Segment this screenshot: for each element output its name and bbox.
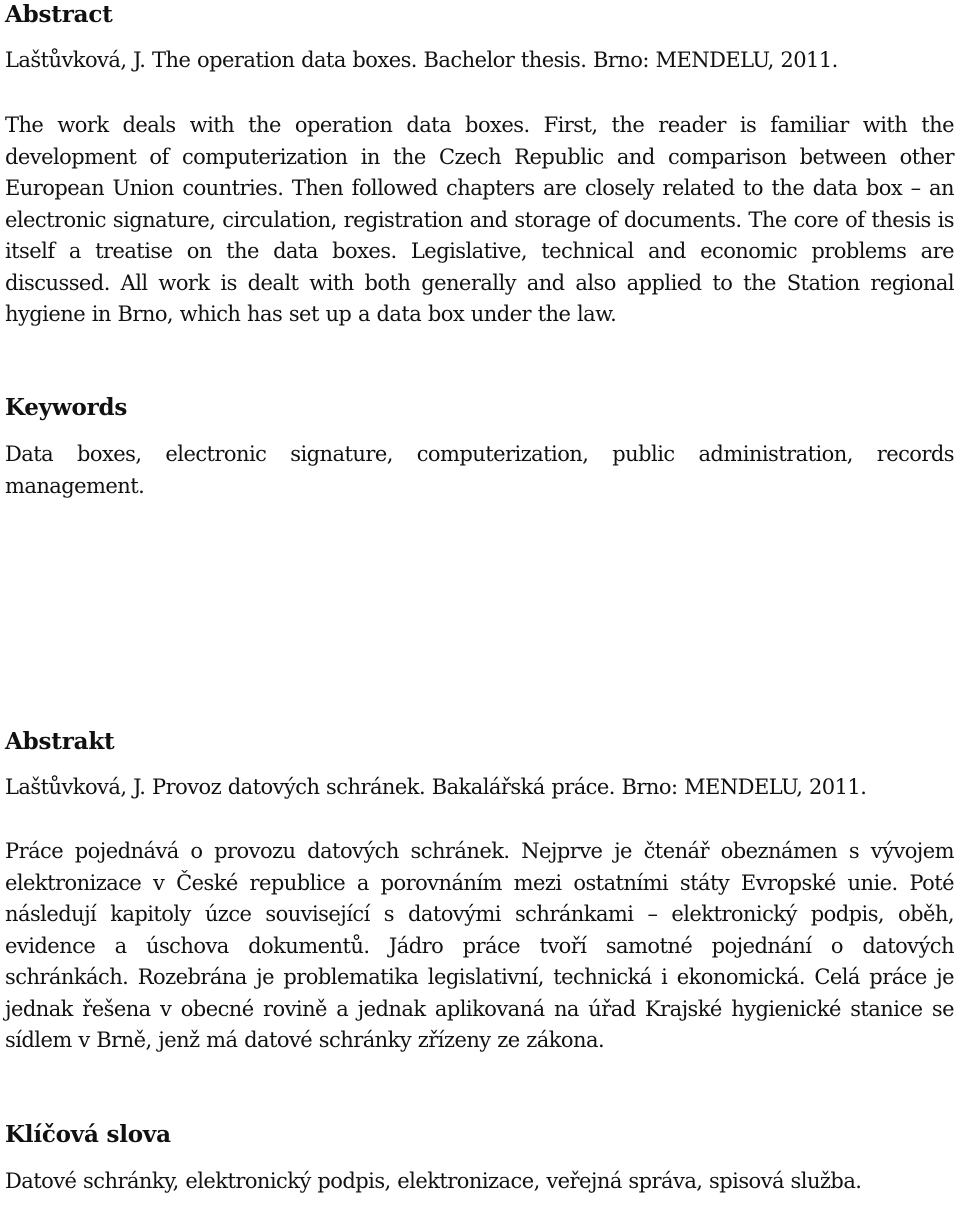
klicova-slova-heading: Klíčová slova (5, 1121, 171, 1148)
klicova-slova-text: Datové schránky, elektronický podpis, elektronizace, veřejná správa, spisová služba. (5, 1169, 862, 1193)
abstract-heading: Abstract (5, 1, 113, 28)
keywords-text: Data boxes, electronic signature, computerization, public administration, records management. (5, 442, 954, 498)
abstrakt-citation: Laštůvková, J. Provoz datových schránek. Bakalářská práce. Brno: MENDELU, 2011. (5, 775, 867, 799)
keywords-heading: Keywords (5, 394, 128, 421)
abstract-body: The work deals with the operation data boxes. First, the reader is familiar with the development of computerization in the Czech Republic and comparison between other European Union countries. Then followed chapters are closely related to the data box – an electronic signature, circulation, registration and storage of documents. The core of thesis is itself a treatise on the data boxes. Legislative, technical and economic problems are discussed. All work is dealt with both generally and also applied to the Station regional hygiene in Brno, which has set up a data box under the law. (5, 113, 954, 326)
abstrakt-body: Práce pojednává o provozu datových schránek. Nejprve je čtenář obeznámen s vývojem elektronizace v České republice a porovnáním mezi ostatními státy Evropské unie. Poté následují kapitoly úzce související s datovými schránkami – elektronický podpis, oběh, evidence a úschova dokumentů. Jádro práce tvoří samotné pojednání o datových schránkách. Rozebrána je problematika legislativní, technická i ekonomická. Celá práce je jednak řešena v obecné rovině a jednak aplikovaná na úřad Krajské hygienické stanice se sídlem v Brně, jenž má datové schránky zřízeny ze zákona. (5, 839, 954, 1052)
abstrakt-heading: Abstrakt (5, 728, 115, 755)
abstract-citation: Laštůvková, J. The operation data boxes. Bachelor thesis. Brno: MENDELU, 2011. (5, 48, 838, 72)
